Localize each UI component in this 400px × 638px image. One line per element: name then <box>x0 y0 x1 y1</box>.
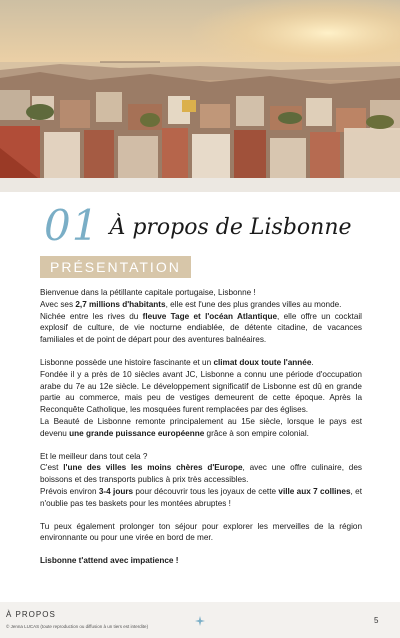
text-bold: 3-4 jours <box>98 486 134 496</box>
text-span: Et le meilleur dans tout cela ? <box>40 451 148 461</box>
chapter-number: 01 <box>44 201 100 250</box>
body-text <box>40 287 362 567</box>
text-span: , et n'oublie pas tes baskets pour les montées abruptes ! <box>40 486 362 508</box>
paragraph-history <box>40 357 362 440</box>
page-footer <box>0 602 400 638</box>
text-bold: 2,7 millions d'habitants <box>75 299 166 309</box>
text-bold: climat doux toute l'année <box>213 357 312 367</box>
compass-star-icon <box>195 616 205 626</box>
paragraph-closing <box>40 555 362 567</box>
chapter-heading: À propos de Lisbonne <box>109 215 352 240</box>
text-span: pour découvrir tous les joyaux de cette <box>133 486 279 496</box>
text-bold: une grande puissance européenne <box>69 428 205 438</box>
section-tag <box>40 256 191 278</box>
text-welcome: Bienvenue dans la pétillante capitale portugaise, Lisbonne ! <box>40 288 256 297</box>
paragraph-extend <box>40 521 362 545</box>
text-bold: l'une des villes les moins chères d'Europe <box>63 463 243 473</box>
text-span: , avec une offre culinaire, des boissons et des transports publics à prix très accessibles. <box>40 463 362 485</box>
chapter-title <box>44 198 352 248</box>
text-span: C'est <box>40 463 64 473</box>
section-tag-label: PRÉSENTATION <box>50 259 181 275</box>
text-bold: Lisbonne t'attend avec impatience ! <box>40 556 179 566</box>
lisbon-cityscape-photo <box>0 0 400 178</box>
hero-photo <box>0 0 400 178</box>
text-bold: fleuve Tage et l'océan Atlantique <box>142 311 278 321</box>
text-span: Tu peux également prolonger ton séjour pour explorer les merveilles de la région environnante ou pour une virée en bord de mer. <box>40 521 362 543</box>
text-span: grâce à son empire colonial. <box>204 428 309 438</box>
text-span: . <box>311 357 314 367</box>
text-bold: ville aux 7 collines <box>278 486 351 496</box>
paragraph-best <box>40 451 362 510</box>
text-span: , elle est l'une des plus grandes villes au monde. <box>165 299 342 309</box>
header-divider-band <box>0 178 400 192</box>
text-span: Prévois environ <box>40 486 99 496</box>
text-span: Fondée il y a près de 10 siècles avant JC, Lisbonne a connu une période d'occupation arabe du 7e au 12e siècle. Le développement significatif de Lisbonne est dû en grande partie au commerce, mais peu de vestiges demeurent de cette époque. Après la Reconquête Catholique, les mosquées furent remplacées par des églises. <box>40 369 362 415</box>
text-span: , elle offre un cocktail explosif de culture, de vie nocturne endiablée, de détente citadine, de vacances familiales et de point de départ pour des aventures balnéaires. <box>40 311 363 345</box>
text-span: La Beauté de Lisbonne remonte principalement au 15e siècle, lorsque le pays est devenu <box>40 416 362 438</box>
footer-section-label: À PROPOS <box>6 610 56 619</box>
footer-copyright: © Jenna LUCAS (toute reproduction ou diffusion à un tiers est interdite) <box>6 624 149 629</box>
page-number: 5 <box>374 616 379 625</box>
text-span: Nichée entre les rives du <box>40 311 143 321</box>
paragraph-intro <box>40 287 362 346</box>
text-span: Avec ses <box>40 299 76 309</box>
text-span: Lisbonne possède une histoire fascinante et un <box>40 357 214 367</box>
